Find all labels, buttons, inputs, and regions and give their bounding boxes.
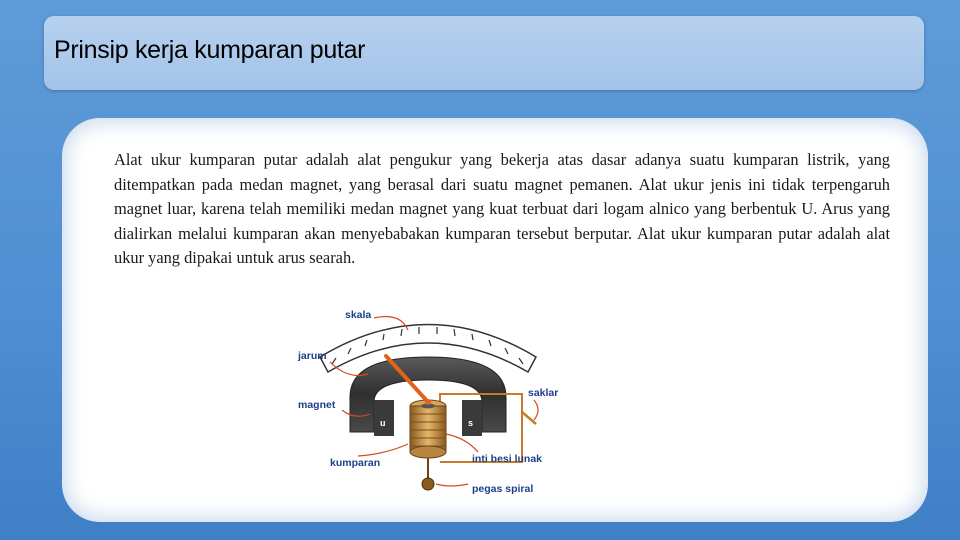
slide-title: Prinsip kerja kumparan putar — [54, 36, 366, 64]
content-panel — [62, 118, 928, 522]
title-bar — [44, 16, 924, 90]
label-kumparan: kumparan — [330, 457, 381, 469]
label-saklar: saklar — [528, 387, 559, 399]
body-paragraph: Alat ukur kumparan putar adalah alat pengukur yang bekerja atas dasar adanya suatu kumparan listrik, yang ditempatkan pada medan magnet, yang berasal dari suatu magnet pemanen. Alat ukur jenis ini tidak terpengaruh magnet luar, karena telah memiliki medan magnet yang kuat terbuat dari logam alnico yang berbentuk U. Arus yang dialirkan melalui kumparan akan menyebabakan kumparan tersebut berputar. Alat ukur kumparan putar adalah alat ukur yang dipakai untuk arus searah. — [114, 150, 890, 267]
label-magnet: magnet — [298, 399, 336, 411]
label-inti-besi-lunak: inti besi lunak — [472, 453, 543, 465]
label-pegas-spiral: pegas spiral — [472, 483, 534, 495]
label-pole-s: s — [468, 418, 474, 428]
label-pole-u: u — [380, 418, 386, 428]
diagram-svg — [290, 302, 572, 508]
coil-body — [410, 406, 446, 452]
switch-lever — [522, 412, 536, 424]
moving-coil-meter-diagram — [290, 302, 572, 508]
label-skala: skala — [345, 309, 372, 321]
spiral-spring — [422, 478, 434, 490]
coil-bottom — [410, 446, 446, 458]
label-jarum: jarum — [298, 350, 327, 362]
needle-pivot — [425, 399, 431, 405]
